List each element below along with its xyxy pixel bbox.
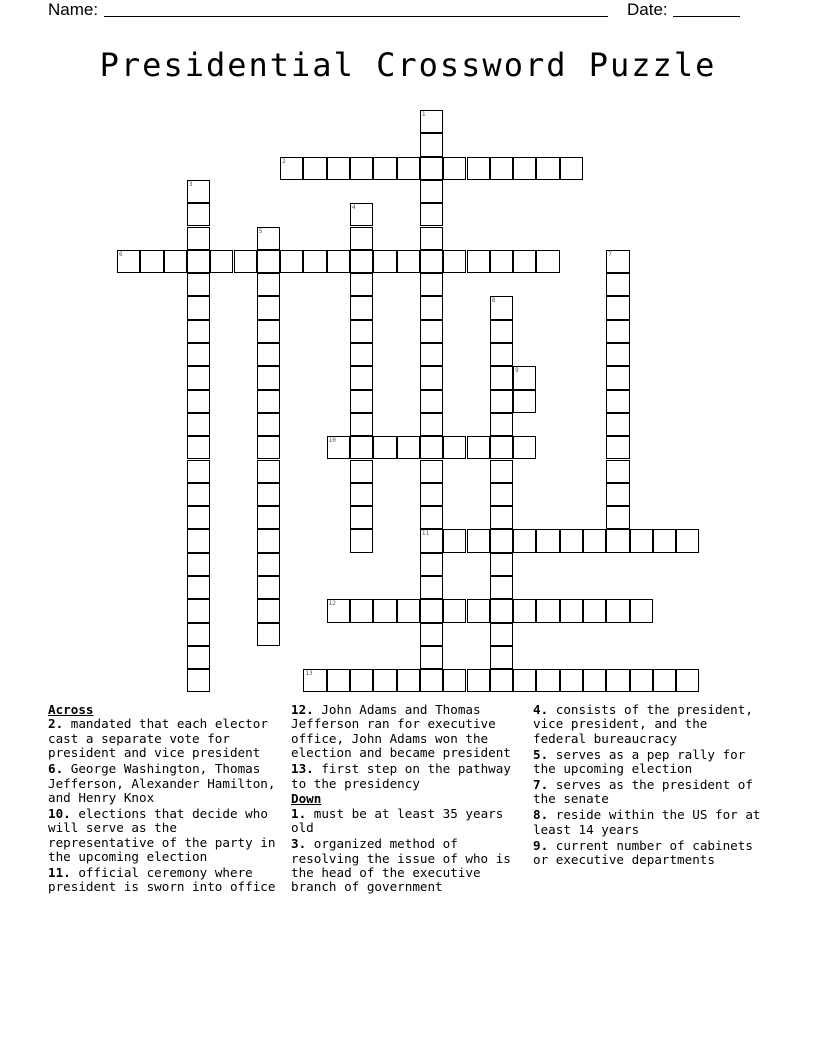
down-heading: Down <box>291 791 322 807</box>
grid-cell[interactable] <box>350 390 373 413</box>
grid-cell[interactable] <box>327 157 350 180</box>
grid-cell[interactable] <box>513 669 536 692</box>
grid-cell[interactable] <box>536 529 559 552</box>
grid-cell[interactable] <box>490 646 513 669</box>
grid-cell[interactable] <box>420 413 443 436</box>
grid-cell[interactable] <box>490 669 513 692</box>
clue-number: 4 <box>352 204 356 212</box>
grid-cell[interactable] <box>606 320 629 343</box>
grid-cell[interactable] <box>420 250 443 273</box>
clue-text: serves as a pep rally for the upcoming election <box>533 746 746 777</box>
grid-cell[interactable] <box>187 646 210 669</box>
grid-cell[interactable] <box>513 599 536 622</box>
clue-number: 6 <box>119 250 123 258</box>
grid-cell[interactable] <box>187 180 210 203</box>
grid-cell[interactable] <box>560 529 583 552</box>
grid-cell[interactable] <box>257 506 280 529</box>
grid-cell[interactable] <box>187 483 210 506</box>
clue-text: elections that decide who will serve as the representative of the party in the upcoming election <box>48 805 276 865</box>
grid-cell[interactable] <box>373 157 396 180</box>
grid-cell[interactable] <box>373 669 396 692</box>
grid-cell[interactable] <box>140 250 163 273</box>
grid-cell[interactable] <box>350 273 373 296</box>
clue-item <box>533 748 765 777</box>
grid-cell[interactable] <box>327 599 350 622</box>
grid-cell[interactable] <box>234 250 257 273</box>
grid-cell[interactable] <box>467 599 490 622</box>
grid-cell[interactable] <box>420 390 443 413</box>
clue-text: official ceremony where president is sworn into office <box>48 864 276 895</box>
clue-label: 1. <box>291 805 307 821</box>
clue-text: John Adams and Thomas Jefferson ran for executive office, John Adams won the election and became president <box>291 702 511 761</box>
clue-item <box>48 866 280 895</box>
grid-cell[interactable] <box>606 506 629 529</box>
grid-cell[interactable] <box>350 599 373 622</box>
grid-cell[interactable] <box>373 599 396 622</box>
grid-cell[interactable] <box>303 157 326 180</box>
grid-cell[interactable] <box>420 273 443 296</box>
grid-cell[interactable] <box>536 599 559 622</box>
grid-cell[interactable] <box>350 436 373 459</box>
grid-cell[interactable] <box>187 227 210 250</box>
grid-cell[interactable] <box>303 669 326 692</box>
grid-cell[interactable] <box>257 599 280 622</box>
grid-cell[interactable] <box>187 576 210 599</box>
grid-cell[interactable] <box>490 529 513 552</box>
clue-item <box>533 808 765 837</box>
clue-item <box>291 837 523 895</box>
grid-cell[interactable] <box>350 203 373 226</box>
clue-number: 3 <box>188 180 193 188</box>
grid-cell[interactable] <box>187 296 210 319</box>
clue-label: 11. <box>48 864 71 880</box>
clue-label: 5. <box>533 746 549 762</box>
grid-cell[interactable] <box>420 296 443 319</box>
grid-cell[interactable] <box>327 436 350 459</box>
grid-cell[interactable] <box>420 623 443 646</box>
clue-number: 9 <box>515 367 519 375</box>
grid-cell[interactable] <box>490 390 513 413</box>
grid-cell[interactable] <box>350 529 373 552</box>
grid-cell[interactable] <box>187 553 210 576</box>
grid-cell[interactable] <box>397 669 420 692</box>
grid-cell[interactable] <box>513 436 536 459</box>
grid-cell[interactable] <box>257 390 280 413</box>
grid-cell[interactable] <box>513 366 536 389</box>
clue-item <box>533 778 765 807</box>
grid-cell[interactable] <box>420 483 443 506</box>
grid-cell[interactable] <box>420 227 443 250</box>
grid-cell[interactable] <box>187 203 210 226</box>
grid-cell[interactable] <box>187 390 210 413</box>
grid-cell[interactable] <box>257 529 280 552</box>
grid-cell[interactable] <box>490 460 513 483</box>
grid-cell[interactable] <box>536 157 559 180</box>
grid-cell[interactable] <box>257 250 280 273</box>
grid-cell[interactable] <box>606 483 629 506</box>
grid-cell[interactable] <box>443 157 466 180</box>
clue-text: first step on the pathway to the presidency <box>291 761 511 791</box>
clue-item <box>48 762 280 805</box>
grid-cell[interactable] <box>583 669 606 692</box>
clues-column-1 <box>48 703 280 896</box>
grid-cell[interactable] <box>303 250 326 273</box>
grid-cell[interactable] <box>467 436 490 459</box>
grid-cell[interactable] <box>467 669 490 692</box>
grid-cell[interactable] <box>560 669 583 692</box>
grid-cell[interactable] <box>513 390 536 413</box>
clue-label: 12. <box>291 702 314 717</box>
grid-cell[interactable] <box>420 576 443 599</box>
grid-cell[interactable] <box>490 343 513 366</box>
grid-cell[interactable] <box>443 529 466 552</box>
grid-cell[interactable] <box>350 157 373 180</box>
grid-cell[interactable] <box>443 250 466 273</box>
grid-cell[interactable] <box>187 506 210 529</box>
grid-cell[interactable] <box>397 157 420 180</box>
date-label: Date: <box>627 0 668 19</box>
grid-cell[interactable] <box>257 227 280 250</box>
clue-number: 7 <box>608 250 612 258</box>
grid-cell[interactable] <box>443 436 466 459</box>
clue-label: 8. <box>533 807 549 823</box>
grid-cell[interactable] <box>350 343 373 366</box>
grid-cell[interactable] <box>536 250 559 273</box>
grid-cell[interactable] <box>630 599 653 622</box>
grid-cell[interactable] <box>187 413 210 436</box>
grid-cell[interactable] <box>420 203 443 226</box>
grid-cell[interactable] <box>513 250 536 273</box>
clue-number: 11 <box>421 530 430 538</box>
grid-cell[interactable] <box>187 436 210 459</box>
grid-cell[interactable] <box>257 273 280 296</box>
grid-cell[interactable] <box>490 296 513 319</box>
clue-label: 7. <box>533 777 549 793</box>
grid-cell[interactable] <box>187 623 210 646</box>
clues-column-3 <box>533 703 765 869</box>
grid-cell[interactable] <box>420 436 443 459</box>
grid-cell[interactable] <box>257 366 280 389</box>
grid-cell[interactable] <box>397 250 420 273</box>
grid-cell[interactable] <box>490 506 513 529</box>
clue-text: organized method of resolving the issue of who is the head of the executive branch of government <box>291 836 511 895</box>
grid-cell[interactable] <box>420 553 443 576</box>
clue-number: 12 <box>328 600 336 608</box>
grid-cell[interactable] <box>560 157 583 180</box>
grid-cell[interactable] <box>420 343 443 366</box>
grid-cell[interactable] <box>606 366 629 389</box>
grid-cell[interactable] <box>490 623 513 646</box>
grid-cell[interactable] <box>653 529 676 552</box>
clue-item <box>291 807 523 836</box>
grid-cell[interactable] <box>490 436 513 459</box>
grid-cell[interactable] <box>606 436 629 459</box>
grid-cell[interactable] <box>257 436 280 459</box>
grid-cell[interactable] <box>583 599 606 622</box>
grid-cell[interactable] <box>420 133 443 156</box>
clue-label: 2. <box>48 716 64 732</box>
grid-cell[interactable] <box>490 553 513 576</box>
grid-cell[interactable] <box>490 366 513 389</box>
grid-cell[interactable] <box>420 366 443 389</box>
grid-cell[interactable] <box>257 460 280 483</box>
grid-cell[interactable] <box>257 553 280 576</box>
grid-cell[interactable] <box>327 250 350 273</box>
grid-cell[interactable] <box>257 343 280 366</box>
grid-cell[interactable] <box>187 250 210 273</box>
name-label: Name: <box>48 0 99 19</box>
grid-cell[interactable] <box>606 390 629 413</box>
clue-item <box>48 807 280 865</box>
clue-item <box>533 703 765 746</box>
grid-cell[interactable] <box>187 343 210 366</box>
clue-label: 10. <box>48 805 71 821</box>
grid-cell[interactable] <box>467 250 490 273</box>
clue-item <box>48 717 280 760</box>
grid-cell[interactable] <box>350 227 373 250</box>
clues-column-2 <box>291 703 523 896</box>
grid-cell[interactable] <box>187 669 210 692</box>
grid-cell[interactable] <box>676 529 699 552</box>
grid-cell[interactable] <box>187 460 210 483</box>
grid-cell[interactable] <box>490 413 513 436</box>
grid-cell[interactable] <box>606 343 629 366</box>
clue-number: 8 <box>491 297 496 305</box>
grid-cell[interactable] <box>606 599 629 622</box>
grid-cell[interactable] <box>420 460 443 483</box>
grid-cell[interactable] <box>257 320 280 343</box>
grid-cell[interactable] <box>187 599 210 622</box>
clue-label: 9. <box>533 837 549 853</box>
grid-cell[interactable] <box>676 669 699 692</box>
grid-cell[interactable] <box>350 296 373 319</box>
clue-text: George Washington, Thomas Jefferson, Alexander Hamilton, and Henry Knox <box>48 761 276 805</box>
grid-cell[interactable] <box>280 157 303 180</box>
clue-number: 13 <box>305 670 313 678</box>
clue-label: 3. <box>291 836 307 852</box>
grid-cell[interactable] <box>373 250 396 273</box>
grid-cell[interactable] <box>420 529 443 552</box>
clue-number: 1 <box>421 111 426 118</box>
grid-cell[interactable] <box>513 157 536 180</box>
grid-cell[interactable] <box>350 669 373 692</box>
clue-text: reside within the US for at least 14 years <box>533 807 761 837</box>
grid-cell[interactable] <box>350 250 373 273</box>
grid-cell[interactable] <box>490 157 513 180</box>
grid-cell[interactable] <box>420 110 443 133</box>
clue-item <box>291 762 523 791</box>
grid-cell[interactable] <box>350 413 373 436</box>
grid-cell[interactable] <box>350 366 373 389</box>
clue-number: 2 <box>282 157 286 165</box>
grid-cell[interactable] <box>350 320 373 343</box>
grid-cell[interactable] <box>257 483 280 506</box>
clue-text: mandated that each elector cast a separate vote for president and vice president <box>48 716 268 761</box>
clue-text: serves as the president of the senate <box>533 777 753 807</box>
grid-cell[interactable] <box>583 529 606 552</box>
grid-cell[interactable] <box>536 669 559 692</box>
grid-cell[interactable] <box>164 250 187 273</box>
grid-cell[interactable] <box>606 460 629 483</box>
grid-cell[interactable] <box>210 250 233 273</box>
grid-cell[interactable] <box>420 599 443 622</box>
grid-cell[interactable] <box>257 413 280 436</box>
grid-cell[interactable] <box>187 366 210 389</box>
clue-text: consists of the president, vice president, and the federal bureaucracy <box>533 702 753 746</box>
grid-cell[interactable] <box>187 529 210 552</box>
grid-cell[interactable] <box>420 157 443 180</box>
clue-label: 4. <box>533 702 549 717</box>
grid-cell[interactable] <box>397 599 420 622</box>
clue-item <box>533 839 765 868</box>
grid-cell[interactable] <box>373 436 396 459</box>
clue-label: 6. <box>48 761 64 777</box>
grid-cell[interactable] <box>560 599 583 622</box>
grid-cell[interactable] <box>397 436 420 459</box>
grid-cell[interactable] <box>420 180 443 203</box>
grid-cell[interactable] <box>467 157 490 180</box>
grid-cell[interactable] <box>187 320 210 343</box>
grid-cell[interactable] <box>327 669 350 692</box>
grid-cell[interactable] <box>513 529 536 552</box>
grid-cell[interactable] <box>630 669 653 692</box>
clue-text: must be at least 35 years old <box>291 805 504 836</box>
grid-cell[interactable] <box>630 529 653 552</box>
grid-cell[interactable] <box>420 506 443 529</box>
grid-cell[interactable] <box>490 599 513 622</box>
across-heading: Across <box>48 702 94 717</box>
grid-cell[interactable] <box>490 320 513 343</box>
clue-label: 13. <box>291 761 314 777</box>
clue-text: current number of cabinets or executive departments <box>533 837 753 868</box>
grid-cell[interactable] <box>350 506 373 529</box>
grid-cell[interactable] <box>280 250 303 273</box>
grid-cell[interactable] <box>420 669 443 692</box>
grid-cell[interactable] <box>606 296 629 319</box>
grid-cell[interactable] <box>490 576 513 599</box>
grid-cell[interactable] <box>606 273 629 296</box>
grid-cell[interactable] <box>350 460 373 483</box>
grid-cell[interactable] <box>187 273 210 296</box>
clue-item <box>291 703 523 761</box>
clue-number: 10 <box>328 437 336 445</box>
grid-cell[interactable] <box>606 250 629 273</box>
grid-cell[interactable] <box>257 296 280 319</box>
grid-cell[interactable] <box>606 529 629 552</box>
grid-cell[interactable] <box>467 529 490 552</box>
clue-number: 5 <box>258 227 263 235</box>
page-title: Presidential Crossword Puzzle <box>99 46 717 84</box>
grid-cell[interactable] <box>490 250 513 273</box>
grid-cell[interactable] <box>420 320 443 343</box>
grid-cell[interactable] <box>443 599 466 622</box>
grid-cell[interactable] <box>350 483 373 506</box>
grid-cell[interactable] <box>117 250 140 273</box>
grid-cell[interactable] <box>606 669 629 692</box>
grid-cell[interactable] <box>443 669 466 692</box>
grid-cell[interactable] <box>606 413 629 436</box>
grid-cell[interactable] <box>257 576 280 599</box>
grid-cell[interactable] <box>420 646 443 669</box>
grid-cell[interactable] <box>257 623 280 646</box>
grid-cell[interactable] <box>490 483 513 506</box>
grid-cell[interactable] <box>653 669 676 692</box>
